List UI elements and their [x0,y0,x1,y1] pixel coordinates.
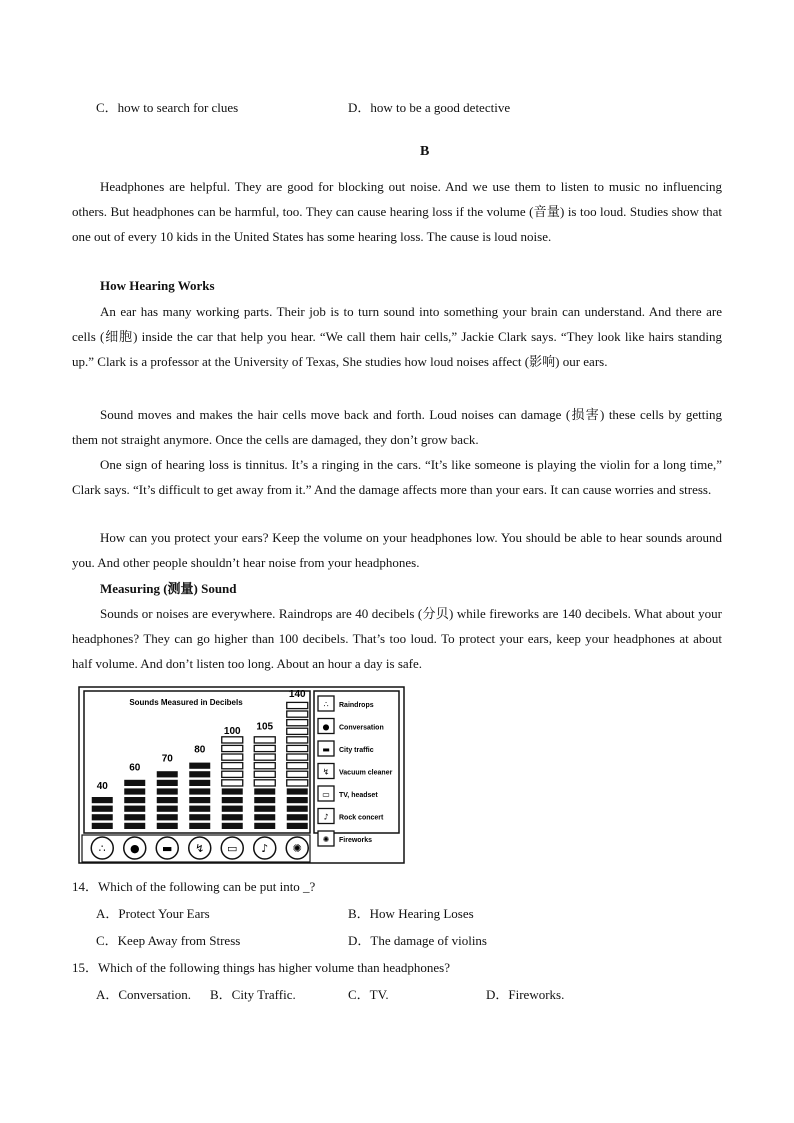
paragraph-6: Sounds or noises are everywhere. Raindrops are 40 decibels (分贝) while fireworks are 140 decibels. What about your headphones? They can go higher than 100 decibels. That’s too loud. To protect your ears, keep your headphones at about half volume. And don’t listen too long. About an hour a day is safe. [72,606,722,671]
bar-fireworks [287,702,308,829]
legend-glyph: ♪ [323,812,329,822]
legend-glyph: ● [322,722,330,732]
chart-title: Sounds Measured in Decibels [129,698,243,707]
bar-value-label: 70 [161,753,173,765]
question-15-option-c: C．TV. [348,987,389,1002]
raindrops-icon-glyph: ∴ [98,842,106,855]
legend-glyph: ▬ [322,745,330,754]
subheading-measuring-sound: Measuring (测量) Sound [100,581,237,596]
legend-glyph: ∴ [323,700,329,709]
paragraph-2: An ear has many working parts. Their job is to turn sound into something your brain can understand. And there are cells (细胞) inside the car that help you hear. “We call them hair cells,” Jackie Clark says. “They look like hairs standing up.” Clark is a professor at the University of Texas, She studies how loud noises affect (影响) our ears. [72,304,722,369]
question-14-option-c: C．Keep Away from Stress [96,933,241,948]
bar-value-label: 105 [256,721,274,733]
question-15-stem: 15．Which of the following things has higher volume than headphones? [72,960,451,975]
bar-value-label: 100 [223,725,241,737]
fireworks-icon-glyph: ✺ [292,842,302,855]
legend-glyph: ↯ [322,767,330,777]
tv-icon-glyph: ▭ [227,842,238,855]
legend-glyph: ▭ [322,790,330,799]
paragraph-4: One sign of hearing loss is tinnitus. It’s a ringing in the cars. “It’s like someone is playing the violin for a long time,” Clark says. “It’s difficult to get away from it.” And the damage affects more than your ears. It can cause worries and stress. [72,457,722,497]
question-15-option-d: D．Fireworks. [486,987,565,1002]
legend-label: Raindrops [339,702,374,709]
bar-unit-label: decibels [92,793,113,800]
bar-rock-concert [254,737,275,829]
decibel-chart [78,686,405,864]
legend-label: City traffic [339,747,374,754]
legend-label: Conversation [339,724,384,732]
prev-option-c: C．how to search for clues [96,100,239,115]
legend-label: Fireworks [339,837,373,844]
decibel-chart-svg [78,686,405,864]
bar-value-label: 80 [194,744,206,756]
legend-glyph: ✺ [322,835,330,844]
question-14-option-b: B．How Hearing Loses [348,906,474,921]
car-icon-glyph: ▬ [162,842,173,855]
bar-value-label: 60 [129,762,141,774]
bar-city-traffic [157,771,178,829]
legend-label: Rock concert [339,814,384,822]
bar-tv-headset [222,737,243,829]
bar-value-label: 40 [96,781,108,793]
subheading-how-hearing-works: How Hearing Works [100,278,215,293]
prev-option-d: D．how to be a good detective [348,100,511,115]
question-14-stem: 14．Which of the following can be put into _? [72,879,316,894]
guitar-icon-glyph: ♪ [261,842,269,855]
question-14-option-d: D．The damage of violins [348,933,487,948]
legend-label: Vacuum cleaner [339,769,393,777]
speech-bubble-icon-glyph: ● [129,842,140,855]
section-label: B [420,144,430,159]
question-14-option-a: A．Protect Your Ears [96,906,210,921]
paragraph-1: Headphones are helpful. They are good for blocking out noise. And we use them to listen to music no influencing others. But headphones can be harmful, too. They can cause hearing loss if the volume (音量) is too loud. Studies show that one out of every 10 kids in the United States has some hearing loss. The cause is loud noise. [72,179,722,244]
bar-value-label: 140 [288,689,306,700]
legend-label: TV, headset [339,792,378,799]
question-15-option-a: A．Conversation. [96,987,191,1002]
paragraph-5: How can you protect your ears? Keep the volume on your headphones low. You should be able to hear sounds around you. And other people shouldn’t hear noise from your headphones. [72,530,722,570]
paragraph-3: Sound moves and makes the hair cells move back and forth. Loud noises can damage (损害) these cells by getting them not straight anymore. Once the cells are damaged, they don’t grow back. [72,407,722,447]
vacuum-icon-glyph: ↯ [195,842,205,855]
question-15-option-b: B．City Traffic. [210,987,296,1002]
